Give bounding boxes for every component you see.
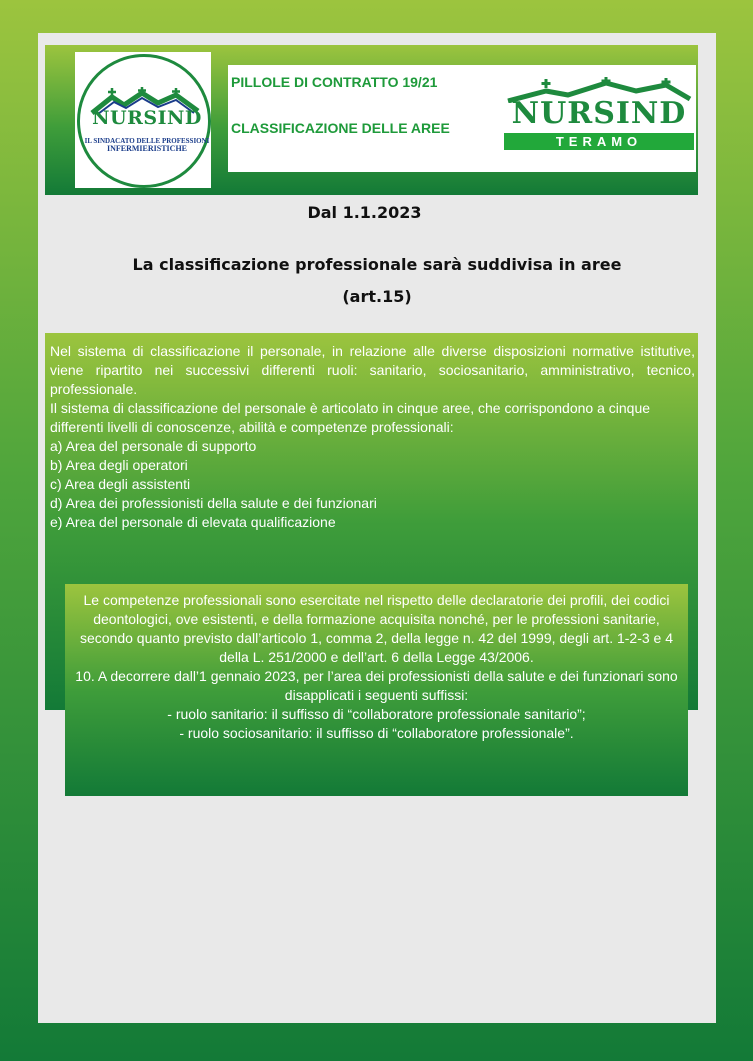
round-logo-name: NURSIND — [92, 107, 202, 129]
area-item-a: a) Area del personale di supporto — [50, 438, 257, 454]
competences-box — [65, 584, 688, 796]
round-logo-subtitle-line2: INFERMIERISTICHE — [106, 144, 187, 153]
header-title-box — [228, 65, 696, 172]
round-logo-subtitle — [84, 137, 210, 153]
nursind-round-logo — [75, 52, 211, 188]
suffix-bullet-2: - ruolo sociosanitario: il suffisso di “collaboratore professionale”. — [179, 725, 574, 741]
round-logo-subtitle-line1: IL SINDACATO DELLE PROFESSIONI — [84, 137, 210, 145]
header-line-classificazione: CLASSIFICAZIONE DELLE AREE — [231, 120, 450, 136]
suffix-bullet-1: - ruolo sanitario: il suffisso di “collaboratore professionale sanitario”; — [167, 706, 586, 722]
date-line: Dal 1.1.2023 — [307, 203, 422, 222]
teramo-logo-name: NURSIND — [511, 96, 687, 131]
header-line-pillole: PILLOLE DI CONTRATTO 19/21 — [231, 74, 438, 90]
round-logo-circle — [77, 54, 211, 188]
headline-line1: La classificazione professionale sarà suddivisa in aree — [132, 255, 622, 274]
page-sheet — [38, 33, 716, 1023]
competences-paragraph-2: 10. A decorrere dall’1 gennaio 2023, per l’area dei professionisti della salute e dei funzionari sono disapplicati i seguenti suffissi: — [75, 668, 678, 703]
competences-paragraph-1: Le competenze professionali sono esercitate nel rispetto delle declaratorie dei profili, dei codici deontologici, ove esistenti, e della formazione acquisita nonché, per le professioni sanitarie, secondo quanto previsto dall’articolo 1, comma 2, della legge n. 42 del 1999, degli art. 1-2-3 e 4 della L. 251/2000 e dell’art. 6 della Legge 43/2006. — [79, 592, 674, 665]
nursind-teramo-logo — [504, 77, 694, 151]
area-item-e: e) Area del personale di elevata qualificazione — [50, 514, 336, 530]
panel-text — [50, 342, 695, 532]
area-item-b: b) Area degli operatori — [50, 457, 188, 473]
teramo-logo-band: TERAMO — [504, 133, 694, 150]
area-item-d: d) Area dei professionisti della salute e dei funzionari — [50, 495, 377, 511]
headline-line2: (art.15) — [342, 287, 412, 306]
panel-paragraph-2: Il sistema di classificazione del personale è articolato in cinque aree, che corrispondono a cinque differenti livelli di conoscenze, abilità e competenze professionali: — [50, 400, 651, 435]
headline — [38, 249, 716, 313]
area-item-c: c) Area degli assistenti — [50, 476, 191, 492]
panel-paragraph-1: Nel sistema di classificazione il personale, in relazione alle diverse disposizioni normative istitutive, viene ripartito nei successivi differenti ruoli: sanitario, sociosanitario, amministrativo, tecnico, professionale. — [50, 343, 695, 397]
competences-text — [73, 591, 680, 743]
header-band — [45, 45, 698, 195]
